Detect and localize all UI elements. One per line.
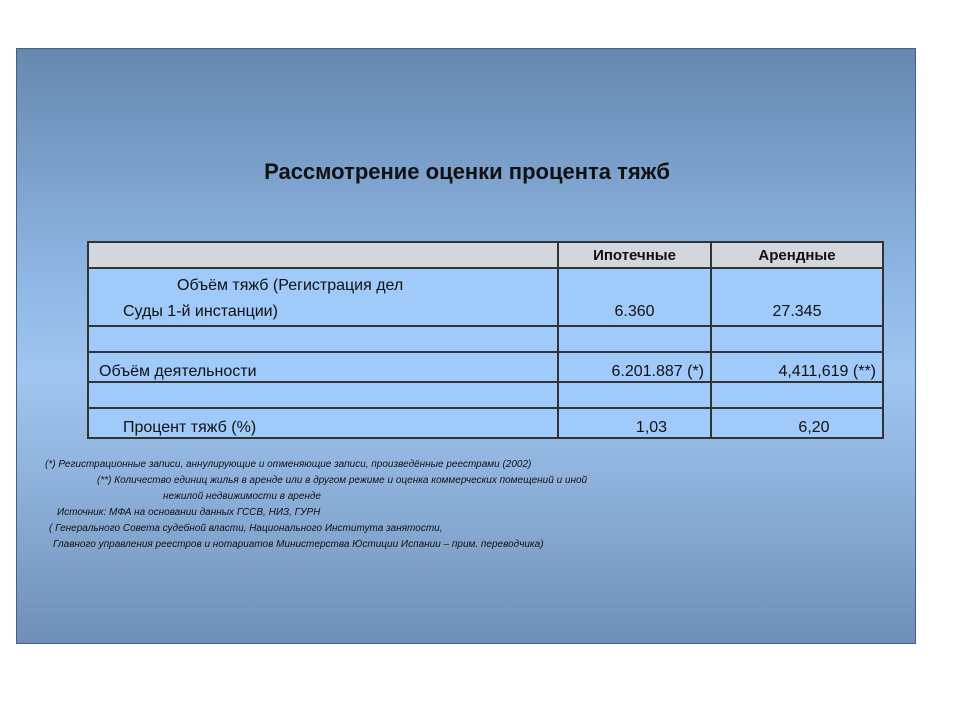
spacer-cell bbox=[558, 326, 711, 352]
row-label-line1: Объём тяжб (Регистрация дел bbox=[177, 277, 404, 294]
litigation-table bbox=[87, 241, 884, 439]
cell-mortgage: 1,03 bbox=[558, 408, 711, 438]
table-row-litigation-percent bbox=[88, 408, 883, 438]
footnote-2: (**) Количество единиц жилья в аренде или в другом режиме и оценка коммерческих помещений и иной bbox=[97, 475, 588, 486]
source-orgs-1: ( Генерального Совета судебной власти, Национального Института занятости, bbox=[49, 523, 443, 534]
spacer-cell bbox=[558, 382, 711, 408]
spacer-cell bbox=[711, 326, 883, 352]
footnote-2-cont: нежилой недвижимости в аренде bbox=[163, 491, 321, 502]
footnote-1: (*) Регистрационные записи, аннулирующие и отменяющие записи, произведённые реестрами (2002) bbox=[45, 459, 532, 470]
cell-rental: 6,20 bbox=[711, 408, 883, 438]
table-spacer-row bbox=[88, 382, 883, 408]
header-mortgage: Ипотечные bbox=[558, 242, 711, 268]
cell-rental: 27.345 bbox=[711, 268, 883, 326]
header-empty bbox=[88, 242, 558, 268]
spacer-cell bbox=[711, 382, 883, 408]
cell-mortgage: 6.360 bbox=[558, 268, 711, 326]
cell-rental: 4,411,619 (**) bbox=[711, 352, 883, 382]
source-line: Источник: МФА на основании данных ГССВ, НИЗ, ГУРН bbox=[57, 507, 321, 518]
slide-title: Рассмотрение оценки процента тяжб bbox=[264, 159, 670, 184]
table-header-row bbox=[88, 242, 883, 268]
row-label-line2: Суды 1-й инстанции) bbox=[123, 303, 278, 320]
table-row-activity-volume bbox=[88, 352, 883, 382]
source-orgs-2: Главного управления реестров и нотариатов Министерства Юстиции Испании – прим. переводчика) bbox=[53, 539, 544, 550]
spacer-cell bbox=[88, 382, 558, 408]
table-row-litigation-volume bbox=[88, 268, 883, 326]
footnotes bbox=[45, 457, 587, 553]
row-label: Объём деятельности bbox=[88, 352, 558, 382]
row-label bbox=[88, 268, 558, 326]
row-label: Процент тяжб (%) bbox=[88, 408, 558, 438]
cell-mortgage: 6.201.887 (*) bbox=[558, 352, 711, 382]
spacer-cell bbox=[88, 326, 558, 352]
table-spacer-row bbox=[88, 326, 883, 352]
slide bbox=[16, 48, 916, 644]
header-rental: Арендные bbox=[711, 242, 883, 268]
